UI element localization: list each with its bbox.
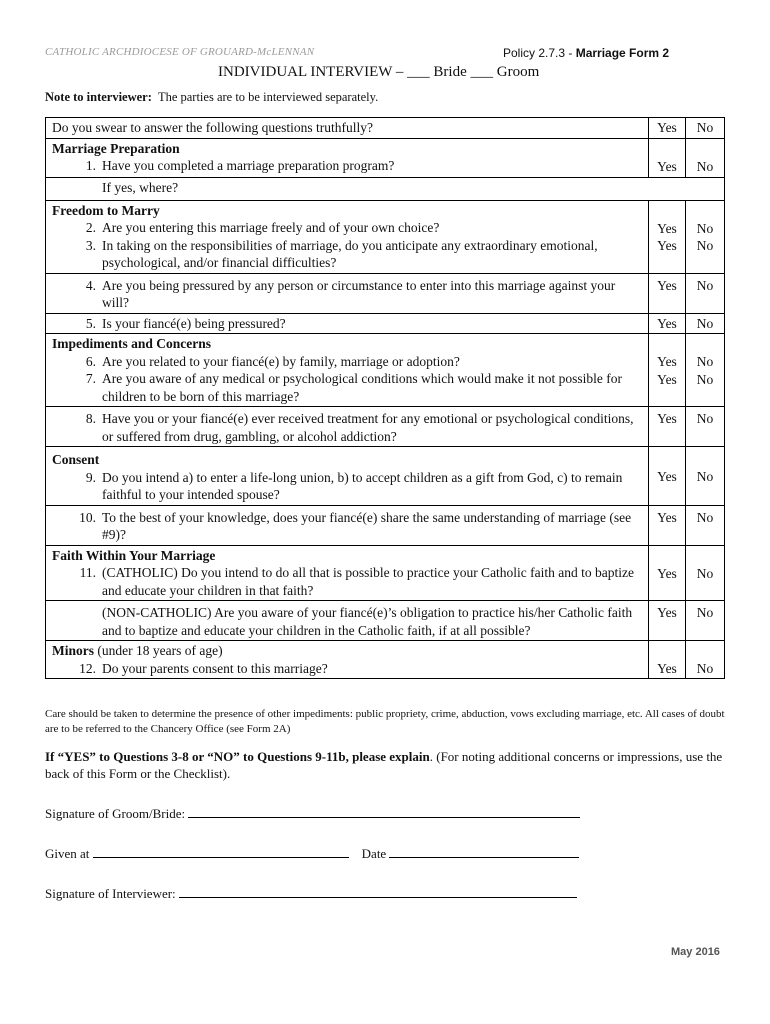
interviewer-signature-line[interactable]: [179, 886, 577, 898]
no-option[interactable]: No: [686, 407, 725, 447]
table-row: [46, 334, 725, 407]
yes-option[interactable]: Yes: [649, 313, 686, 334]
signature-line[interactable]: [188, 806, 580, 818]
question-text: Do your parents consent to this marriage?: [102, 660, 328, 676]
section-title: Minors: [52, 643, 94, 658]
interviewer-signature-row: [45, 886, 577, 902]
yes-option[interactable]: Yes: [649, 545, 686, 601]
note-label: Note to interviewer:: [45, 90, 152, 104]
no-option[interactable]: No: [686, 545, 725, 601]
note-text: The parties are to be interviewed separately.: [157, 90, 379, 104]
explain-instructions: [45, 748, 735, 782]
interviewer-note: [45, 90, 378, 105]
interview-questions-table: [45, 117, 725, 679]
table-row: [46, 641, 725, 679]
table-row: [46, 200, 725, 273]
section-heading: [52, 642, 644, 660]
question-text: Are you related to your fiancé(e) by family, marriage or adoption?: [102, 353, 460, 369]
no-option[interactable]: No: [686, 273, 725, 313]
page-title: INDIVIDUAL INTERVIEW – ___ Bride ___ Groom: [218, 64, 540, 80]
signature-label: Signature of Groom/Bride:: [45, 806, 186, 821]
section-heading: Impediments and Concerns: [52, 336, 212, 351]
section-heading: Faith Within Your Marriage: [52, 547, 216, 563]
table-row: [46, 273, 725, 313]
yes-option[interactable]: Yes: [649, 407, 686, 447]
no-option[interactable]: No: [686, 447, 725, 506]
no-option[interactable]: No: [696, 159, 714, 174]
yes-option[interactable]: Yes: [649, 118, 686, 139]
yes-option[interactable]: Yes: [657, 354, 677, 369]
table-row: [46, 313, 725, 334]
no-option[interactable]: No: [696, 371, 714, 387]
table-row: [46, 447, 725, 506]
question-text: In taking on the responsibilities of marriage, do you anticipate any extraordinary emotional, psychological, and/or financial difficulties?: [102, 237, 598, 270]
question-number: 9.: [85, 469, 96, 485]
question-number: 11.: [79, 565, 96, 580]
no-option[interactable]: No: [696, 660, 714, 676]
no-option[interactable]: No: [686, 118, 725, 139]
question-text: Are you aware of any medical or psychological conditions which would make it not possible for children to be born of this marriage?: [102, 371, 622, 404]
oath-question: Do you swear to answer the following questions truthfully?: [46, 118, 649, 139]
given-at-label: Given at: [45, 846, 90, 861]
yes-option[interactable]: Yes: [657, 220, 677, 236]
table-row: [46, 118, 725, 139]
question-number: 12.: [79, 660, 96, 676]
question-text: (CATHOLIC) Do you intend to do all that is possible to practice your Catholic faith and to baptize and educate your children in that faith?: [102, 565, 635, 598]
table-row: [46, 545, 725, 601]
footnote: Care should be taken to determine the presence of other impediments: public propriety, crime, abduction, vows excluding marriage, etc. All cases of doubt are to be referred to the Chancery Office (see Form 2A): [45, 708, 725, 735]
question-text: Have you completed a marriage preparation program?: [102, 158, 395, 173]
yes-option[interactable]: Yes: [649, 273, 686, 313]
section-heading: Marriage Preparation: [52, 140, 180, 156]
table-row: [46, 407, 725, 447]
no-option[interactable]: No: [696, 238, 714, 253]
policy-label: [503, 46, 669, 60]
given-date-row: [45, 846, 579, 862]
date-line[interactable]: [389, 846, 579, 858]
question-text: Have you or your fiancé(e) ever received treatment for any emotional or psychological conditions, or suffered from drug, gambling, or alcohol addiction?: [102, 411, 634, 444]
date-label: Date: [361, 846, 387, 861]
given-at-line[interactable]: [93, 846, 349, 858]
table-row: [46, 138, 725, 177]
no-option[interactable]: No: [686, 505, 725, 545]
no-option[interactable]: No: [686, 313, 725, 334]
question-number: 6.: [85, 353, 96, 369]
table-row: [46, 505, 725, 545]
question-number: 8.: [85, 411, 96, 426]
section-heading: Consent: [52, 452, 100, 467]
question-number: 5.: [85, 315, 96, 331]
explain-text: . (For noting additional concerns or impressions, use the back of this Form or the Checklist).: [45, 749, 723, 781]
question-text: (NON-CATHOLIC) Are you aware of your fiancé(e)’s obligation to practice his/her Catholic faith and to baptize and educate your children in the Catholic faith, if at all possible?: [102, 605, 633, 638]
question-number: 10.: [79, 509, 96, 525]
policy-prefix: Policy 2.7.3 -: [503, 46, 576, 60]
question-text: Are you being pressured by any person or circumstance to enter into this marriage against your will?: [102, 277, 616, 310]
yes-option[interactable]: Yes: [649, 601, 686, 641]
yes-option[interactable]: Yes: [657, 159, 677, 174]
question-text: Are you entering this marriage freely and of your own choice?: [102, 220, 440, 235]
question-text: To the best of your knowledge, does your fiancé(e) share the same understanding of marriage (see #9)?: [102, 509, 632, 542]
question-text: Do you intend a) to enter a life-long union, b) to accept children as a gift from God, c) to remain faithful to your intended spouse?: [102, 469, 623, 502]
yes-option[interactable]: Yes: [649, 505, 686, 545]
question-text: Is your fiancé(e) being pressured?: [102, 315, 286, 331]
footer-date: May 2016: [671, 946, 720, 958]
where-field[interactable]: If yes, where?: [102, 179, 179, 195]
section-heading: Freedom to Marry: [52, 202, 160, 218]
question-number: 2.: [85, 220, 96, 235]
yes-option[interactable]: Yes: [657, 238, 677, 253]
signature-row: [45, 806, 580, 822]
yes-option[interactable]: Yes: [657, 371, 677, 387]
no-option[interactable]: No: [696, 354, 714, 369]
no-option[interactable]: No: [686, 601, 725, 641]
form-name: Marriage Form 2: [575, 46, 670, 60]
no-option[interactable]: No: [696, 220, 714, 236]
table-row: [46, 177, 725, 200]
organization-name: CATHOLIC ARCHDIOCESE OF GROUARD-McLENNAN: [45, 46, 315, 58]
section-note: (under 18 years of age): [94, 643, 223, 658]
question-number: 3.: [85, 237, 96, 253]
table-row: [46, 601, 725, 641]
question-number: 1.: [85, 158, 96, 173]
explain-bold: If “YES” to Questions 3-8 or “NO” to Questions 9-11b, please explain: [45, 749, 430, 764]
yes-option[interactable]: Yes: [657, 660, 677, 676]
question-number: 4.: [85, 277, 96, 293]
yes-option[interactable]: Yes: [649, 447, 686, 506]
question-number: 7.: [85, 371, 96, 386]
interviewer-label: Signature of Interviewer:: [45, 886, 176, 901]
